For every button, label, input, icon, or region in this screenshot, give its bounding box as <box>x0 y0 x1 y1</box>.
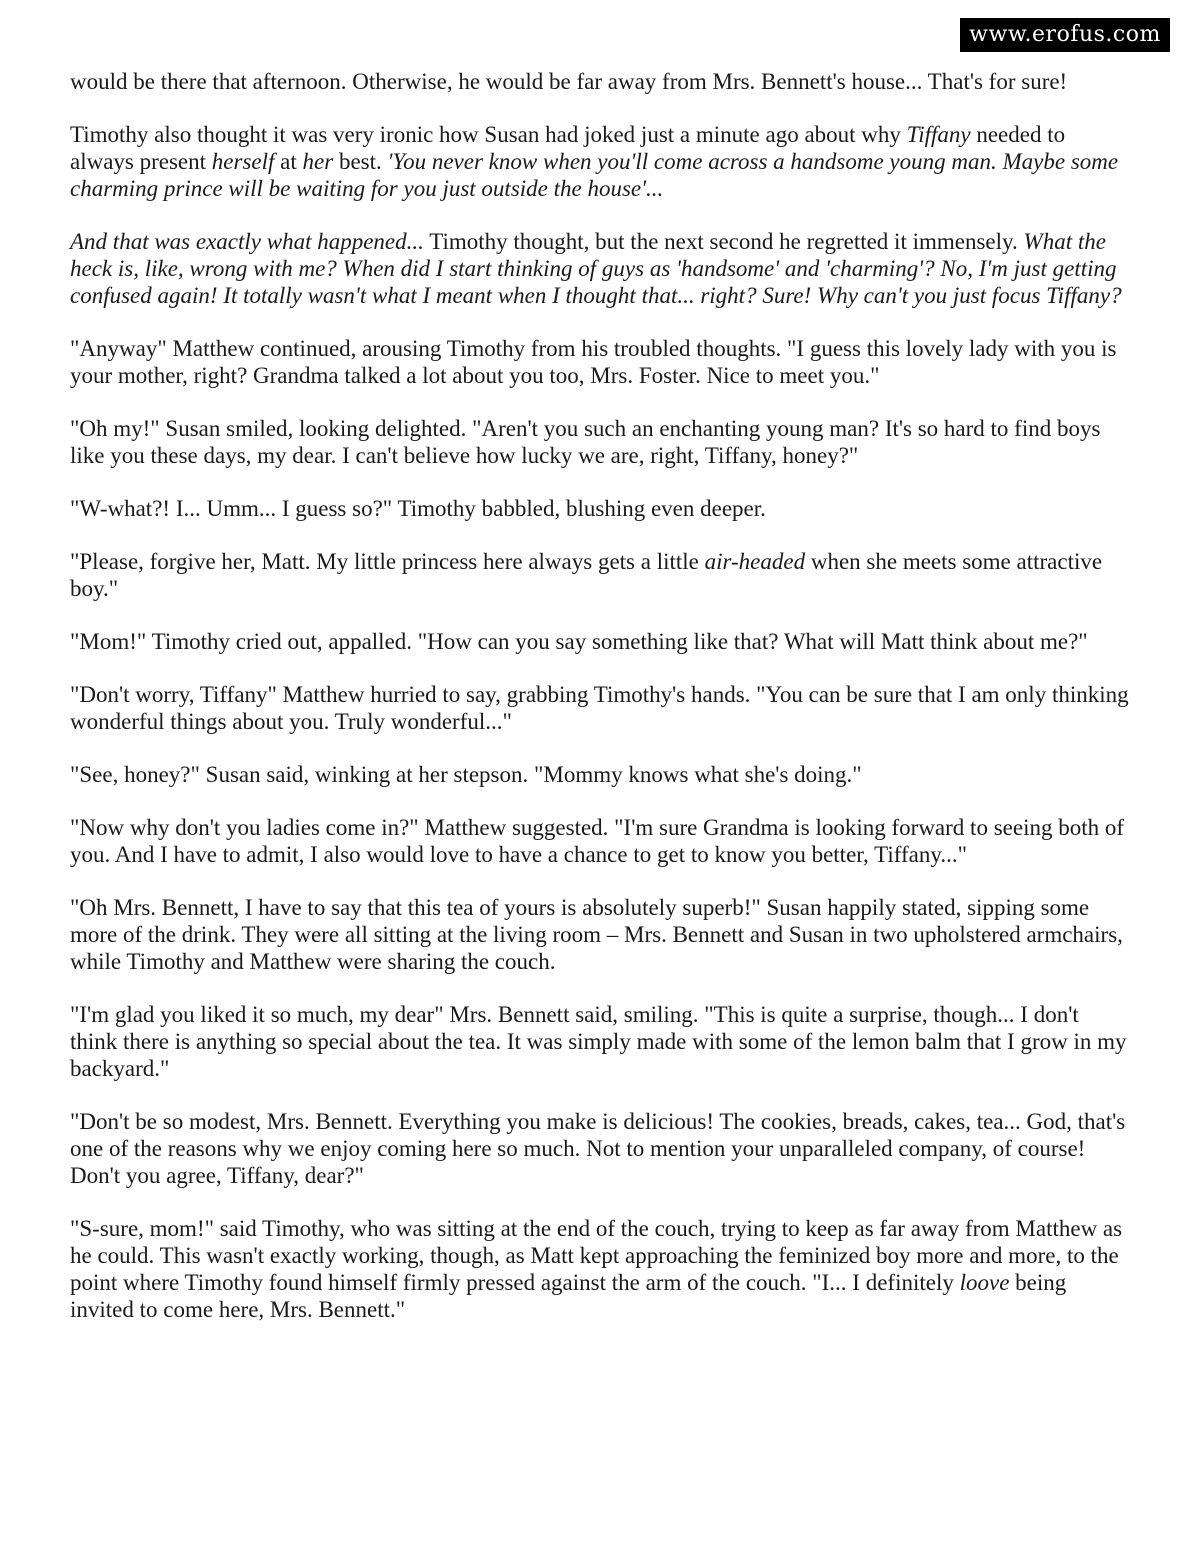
italic-run: herself <box>211 149 275 174</box>
paragraph <box>70 548 1130 602</box>
text-run: when she meets some attractive boy." <box>70 549 1103 601</box>
document-body <box>70 68 1130 1349</box>
paragraph <box>70 415 1130 469</box>
paragraph <box>70 628 1130 655</box>
text-run: "Don't be so modest, Mrs. Bennett. Everything you make is delicious! The cookies, breads, cakes, tea... God, that's one of the reasons why we enjoy coming here so much. Not to mention your unparalleled company, of course! Don't you agree, Tiffany, dear?" <box>70 1109 1126 1188</box>
italic-run: her <box>302 149 334 174</box>
italic-run: 'You never know when you'll come across a handsome young man. Maybe some charming prince will be waiting for you just outside the house'... <box>70 149 1119 201</box>
paragraph <box>70 1108 1130 1189</box>
text-run: "Don't worry, Tiffany" Matthew hurried to say, grabbing Timothy's hands. "You can be sure that I am only thinking wonderful things about you. Truly wonderful..." <box>70 682 1129 734</box>
text-run: needed to always present <box>70 122 1066 174</box>
paragraph <box>70 68 1130 95</box>
text-run: "Anyway" Matthew continued, arousing Timothy from his troubled thoughts. "I guess this lovely lady with you is your mother, right? Grandma talked a lot about you too, Mrs. Foster. Nice to meet you." <box>70 336 1117 388</box>
paragraph <box>70 681 1130 735</box>
paragraph <box>70 1001 1130 1082</box>
paragraph <box>70 228 1130 309</box>
paragraph <box>70 121 1130 202</box>
italic-run: What the heck is, like, wrong with me? When did I start thinking of guys as 'handsome' and 'charming'? No, I'm just getting confused again! It totally wasn't what I meant when I thought that... right? Sure! Why can't you just focus Tiffany? <box>70 229 1122 308</box>
text-run: "Mom!" Timothy cried out, appalled. "How can you say something like that? What will Matt think about me?" <box>70 629 1088 654</box>
text-run: "I'm glad you liked it so much, my dear" Mrs. Bennett said, smiling. "This is quite a surprise, though... I don't think there is anything so special about the tea. It was simply made with some of the lemon balm that I grow in my backyard." <box>70 1002 1127 1081</box>
paragraph <box>70 894 1130 975</box>
text-run: "Please, forgive her, Matt. My little princess here always gets a little <box>70 549 705 574</box>
text-run: would be there that afternoon. Otherwise, he would be far away from Mrs. Bennett's house... That's for sure! <box>70 69 1068 94</box>
text-run: "Now why don't you ladies come in?" Matthew suggested. "I'm sure Grandma is looking forward to seeing both of you. And I have to admit, I also would love to have a chance to get to know you better, Tiffany..." <box>70 815 1125 867</box>
text-run: "Oh my!" Susan smiled, looking delighted. "Aren't you such an enchanting young man? It's so hard to find boys like you these days, my dear. I can't believe how lucky we are, right, Tiffany, honey?" <box>70 416 1101 468</box>
paragraph <box>70 814 1130 868</box>
text-run: "See, honey?" Susan said, winking at her stepson. "Mommy knows what she's doing." <box>70 762 862 787</box>
italic-run: Tiffany <box>906 122 971 147</box>
paragraph <box>70 761 1130 788</box>
text-run: best. <box>333 149 388 174</box>
text-run: Timothy also thought it was very ironic how Susan had joked just a minute ago about why <box>70 122 907 147</box>
text-run: "Oh Mrs. Bennett, I have to say that this tea of yours is absolutely superb!" Susan happily stated, sipping some more of the drink. They were all sitting at the living room – Mrs. Bennett and Susan in two upholstered armchairs, while Timothy and Matthew were sharing the couch. <box>70 895 1123 974</box>
text-run: "W-what?! I... Umm... I guess so?" Timothy babbled, blushing even deeper. <box>70 496 766 521</box>
watermark-logo: www.erofus.com <box>960 18 1170 52</box>
paragraph <box>70 1215 1130 1323</box>
text-run: being invited to come here, Mrs. Bennett." <box>70 1270 1067 1322</box>
italic-run: air-headed <box>704 549 806 574</box>
italic-run: And that was exactly what happened... <box>70 229 424 254</box>
paragraph <box>70 335 1130 389</box>
text-run: at <box>274 149 303 174</box>
text-run: "S-sure, mom!" said Timothy, who was sitting at the end of the couch, trying to keep as far away from Matthew as he could. This wasn't exactly working, though, as Matt kept approaching the feminized boy more and more, to the point where Timothy found himself firmly pressed against the arm of the couch. "I... I definitely <box>70 1216 1123 1295</box>
text-run: Timothy thought, but the next second he regretted it immensely. <box>423 229 1024 254</box>
italic-run: loove <box>959 1270 1010 1295</box>
paragraph <box>70 495 1130 522</box>
